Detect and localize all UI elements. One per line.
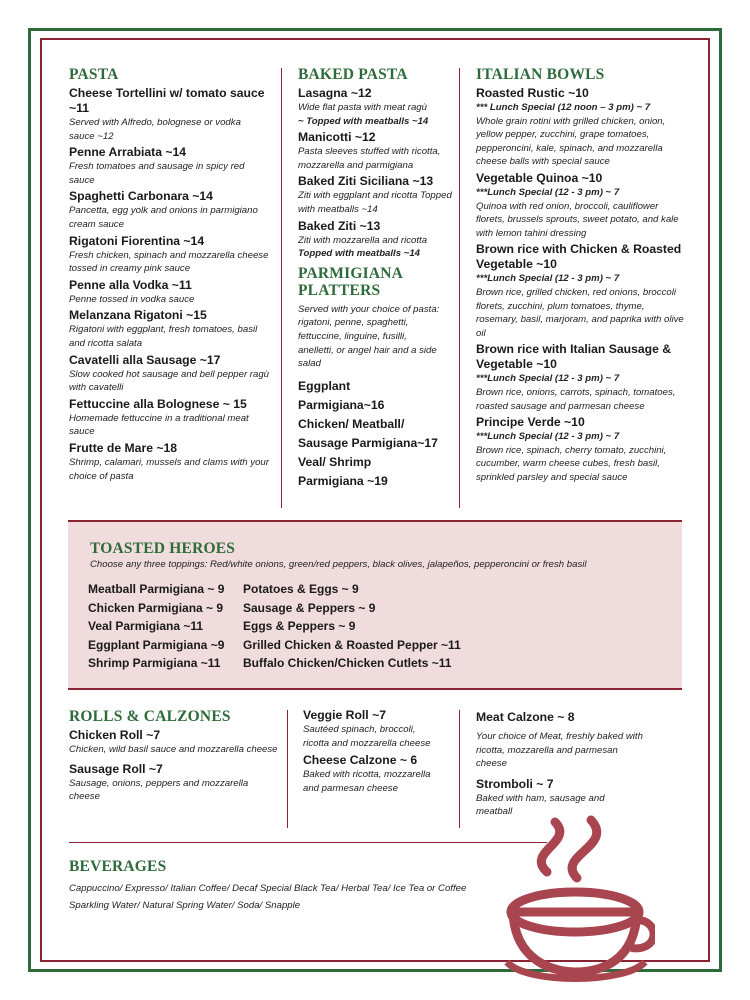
column-divider — [281, 68, 282, 508]
menu-item — [69, 353, 269, 395]
parmigiana-desc: Served with your choice of pasta: rigatoni, penne, spaghetti, fettuccine, linguine, fusilli, anelletti, or angel hair and a side salad — [298, 303, 440, 370]
rolls-calzones-section — [69, 708, 279, 806]
parmigiana-title: PARMIGIANA PLATTERS — [298, 264, 403, 299]
parmigiana-item: Eggplant Parmigiana~16 — [298, 378, 385, 412]
pasta-section — [69, 66, 269, 485]
item-desc: Quinoa with red onion, broccoli, cauliflower florets, brussels sprouts, sweet potato, and kale with lemon tahini dressing — [476, 200, 679, 239]
item-name: Brown rice with Chicken & Roasted Vegetable ~10 — [476, 242, 682, 272]
menu-item — [476, 710, 646, 771]
item-desc: Your choice of Meat, freshly baked with ricotta, mozzarella and parmesan cheese — [476, 731, 643, 770]
hero-item: Sausage & Peppers ~ 9 — [243, 600, 376, 615]
column-divider — [459, 68, 460, 508]
item-desc: Fresh chicken, spinach and mozzarella cheese tossed in creamy pink sauce — [69, 249, 269, 275]
menu-item — [476, 86, 684, 169]
menu-item — [298, 219, 458, 261]
item-name: Frutte de Mare ~18 — [69, 440, 178, 455]
column-divider — [459, 710, 460, 828]
lunch-special: ***Lunch Special (12 - 3 pm) ~ 7 — [476, 273, 620, 285]
beverages-line-2: Sparkling Water/ Natural Spring Water/ Soda/ Snapple — [69, 900, 301, 911]
item-desc: Served with Alfredo, bolognese or vodka sauce ~12 — [69, 117, 241, 142]
item-desc: Ziti with mozzarella and ricotta — [298, 234, 428, 246]
item-desc: Fresh tomatoes and sausage in spicy red sauce — [69, 161, 245, 186]
toasted-heroes-subtitle: Choose any three toppings: Red/white onions, green/red peppers, black olives, jalapeños, pepperoncini or fresh basil — [90, 559, 587, 570]
item-desc: Wide flat pasta with meat ragù — [298, 102, 427, 113]
baked-pasta-section — [298, 66, 458, 491]
hero-item: Shrimp Parmigiana ~11 — [88, 656, 221, 671]
item-name: Stromboli ~ 7 — [476, 776, 554, 791]
lunch-special: ***Lunch Special (12 - 3 pm) ~ 7 — [476, 186, 620, 198]
item-name: Cheese Tortellini w/ tomato sauce ~11 — [69, 86, 265, 115]
menu-item — [69, 397, 269, 439]
heroes-left-list — [88, 580, 248, 673]
item-name: Cavatelli alla Sausage ~17 — [69, 352, 221, 367]
menu-item — [298, 86, 458, 128]
item-name: Fettuccine alla Bolognese ~ 15 — [69, 396, 247, 411]
lunch-special: ***Lunch Special (12 - 3 pm) ~ 7 — [476, 373, 620, 385]
item-desc: Rigatoni with eggplant, fresh tomatoes, basil and ricotta salata — [69, 324, 258, 349]
beverages-line-1: Cappuccino/ Expresso/ Italian Coffee/ Decaf Special Black Tea/ Herbal Tea/ Ice Tea or Coffee — [69, 883, 467, 894]
hero-item: Eggplant Parmigiana ~9 — [88, 637, 225, 652]
baked-pasta-title: BAKED PASTA — [298, 66, 408, 83]
item-desc: Penne tossed in vodka sauce — [69, 293, 195, 305]
italian-bowls-title: ITALIAN BOWLS — [476, 66, 605, 83]
item-name: Cheese Calzone ~ 6 — [303, 753, 418, 768]
item-extra: Topped with meatballs ~14 — [298, 248, 420, 260]
item-name: Chicken Roll ~7 — [69, 728, 161, 742]
hero-item: Potatoes & Eggs ~ 9 — [243, 582, 359, 596]
coffee-cup-icon — [495, 812, 655, 982]
rolls-calzones-col2 — [303, 708, 443, 797]
item-desc: Homemade fettuccine in a traditional meat sauce — [69, 412, 249, 438]
beverages-title: BEVERAGES — [69, 858, 167, 875]
item-desc: Brown rice, spinach, cherry tomato, zucchini, cucumber, warm cheese cubes, fresh basil, sprinkled parsley and special sauce — [476, 444, 667, 483]
heroes-right-list — [243, 580, 503, 673]
section-divider — [69, 842, 547, 843]
item-name: Lasagna ~12 — [298, 86, 372, 100]
item-name: Baked Ziti Siciliana ~13 — [298, 174, 434, 189]
menu-item — [298, 174, 458, 216]
menu-item — [69, 234, 269, 276]
column-divider — [287, 710, 288, 828]
menu-item — [69, 145, 269, 187]
beverages-section — [69, 858, 539, 914]
item-name: Baked Ziti ~13 — [298, 218, 381, 233]
hero-item: Veal Parmigiana ~11 — [88, 619, 204, 634]
parmigiana-section — [298, 265, 458, 491]
menu-item — [476, 415, 684, 484]
item-desc: Chicken, wild basil sauce and mozzarella cheese — [69, 744, 278, 755]
hero-item: Grilled Chicken & Roasted Pepper ~11 — [243, 637, 461, 652]
parmigiana-item: Veal/ Shrimp Parmigiana ~19 — [298, 454, 388, 488]
item-desc: Sausage, onions, peppers and mozzarella cheese — [69, 777, 249, 803]
toasted-heroes-section — [68, 520, 682, 690]
menu-item — [69, 86, 269, 143]
item-name: Principe Verde ~10 — [476, 415, 585, 430]
item-desc: Baked with ricotta, mozzarella and parmesan cheese — [303, 769, 431, 794]
item-desc: Sautéed spinach, broccoli, ricotta and mozzarella cheese — [303, 724, 431, 749]
item-desc: Brown rice, onions, carrots, spinach, tomatoes, roasted sausage and parmesan cheese — [476, 386, 676, 412]
rolls-calzones-title: ROLLS & CALZONES — [69, 708, 231, 725]
item-name: Veggie Roll ~7 — [303, 708, 386, 722]
item-desc: Ziti with eggplant and ricotta Topped with meatballs ~14 — [298, 190, 452, 215]
hero-item: Eggs & Peppers ~ 9 — [243, 619, 356, 634]
item-name: Meat Calzone ~ 8 — [476, 710, 575, 724]
rolls-calzones-col3 — [476, 710, 646, 821]
menu-item — [69, 278, 269, 307]
hero-item: Buffalo Chicken/Chicken Cutlets ~11 — [243, 656, 452, 671]
pasta-items — [69, 86, 269, 483]
menu-item — [476, 171, 684, 240]
item-desc: Slow cooked hot sausage and bell pepper ragù with cavatelli — [69, 368, 270, 394]
menu-item — [476, 342, 684, 413]
toasted-heroes-title: TOASTED HEROES — [90, 540, 236, 557]
menu-item — [303, 753, 443, 795]
item-desc: Baked with ham, sausage and meatball — [476, 792, 605, 818]
parmigiana-item: Chicken/ Meatball/ Sausage Parmigiana~17 — [298, 416, 438, 450]
item-name: Sausage Roll ~7 — [69, 761, 163, 776]
item-name: Brown rice with Italian Sausage & Vegetable ~10 — [476, 342, 672, 372]
item-name: Penne alla Vodka ~11 — [69, 277, 192, 292]
menu-item — [298, 130, 458, 172]
item-desc: Brown rice, grilled chicken, red onions, broccoli florets, zucchini, plum tomatoes, thyme, rosemary, basil, marjoram, and paprika with olive oil — [476, 286, 684, 339]
hero-item: Chicken Parmigiana ~ 9 — [88, 600, 224, 615]
italian-bowls-section — [476, 66, 684, 486]
menu-item — [69, 308, 269, 350]
lunch-special: ***Lunch Special (12 - 3 pm) ~ 7 — [476, 431, 620, 443]
hero-item: Meatball Parmigiana ~ 9 — [88, 582, 225, 596]
item-name: Spaghetti Carbonara ~14 — [69, 189, 213, 204]
item-name: Penne Arrabiata ~14 — [69, 145, 187, 160]
menu-item — [303, 708, 443, 750]
item-name: Manicotti ~12 — [298, 130, 376, 145]
item-extra: ~ Topped with meatballs ~14 — [298, 115, 429, 127]
item-desc: Pasta sleeves stuffed with ricotta, mozzarella and parmigiana — [298, 146, 441, 171]
item-desc: Pancetta, egg yolk and onions in parmigiano cream sauce — [69, 205, 258, 230]
item-name: Vegetable Quinoa ~10 — [476, 170, 603, 185]
menu-item — [69, 762, 279, 804]
item-name: Melanzana Rigatoni ~15 — [69, 308, 207, 323]
menu-item — [69, 441, 269, 483]
item-desc: Whole grain rotini with grilled chicken, onion, yellow pepper, zucchini, grape tomatoes, pepperoncini, kale, spinach, and mozzarella cheese balls with special sauce — [476, 115, 666, 168]
item-desc: Shrimp, calamari, mussels and clams with your choice of pasta — [69, 456, 269, 482]
lunch-special: *** Lunch Special (12 noon – 3 pm) ~ 7 — [476, 102, 651, 113]
menu-item — [69, 189, 269, 231]
pasta-title: PASTA — [69, 66, 119, 83]
menu-item — [69, 728, 279, 757]
item-name: Rigatoni Fiorentina ~14 — [69, 233, 205, 248]
item-name: Roasted Rustic ~10 — [476, 86, 589, 100]
menu-item — [476, 242, 684, 340]
